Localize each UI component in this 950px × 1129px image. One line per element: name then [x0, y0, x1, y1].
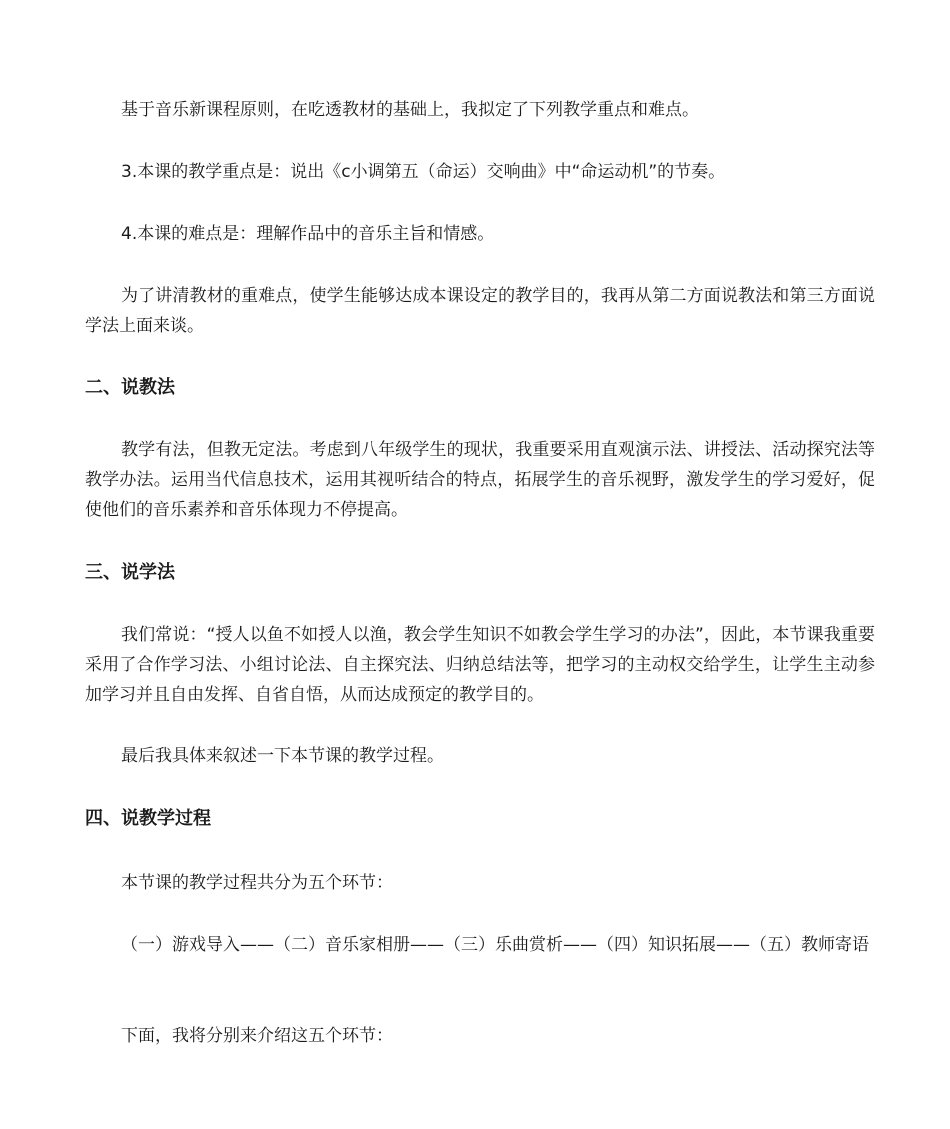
paragraph-difficult-point: 4.本课的难点是：理解作品中的音乐主旨和情感。 — [121, 224, 495, 244]
paragraph-five-stages-intro: 本节课的教学过程共分为五个环节： — [121, 873, 393, 893]
heading-teaching-method: 二、说教法 — [85, 377, 175, 398]
heading-learning-method: 三、说学法 — [85, 562, 175, 583]
paragraph-key-difficult-intro: 基于音乐新课程原则，在吃透教材的基础上，我拟定了下列教学重点和难点。 — [121, 100, 699, 120]
paragraph-stages-detail-intro: 下面，我将分别来介绍这五个环节： — [121, 1026, 393, 1046]
paragraph-transition: 为了讲清教材的重难点，使学生能够达成本课设定的教学目的，我再从第二方面说教法和第三方面说学法上面来谈。 — [85, 286, 875, 336]
paragraph-key-point: 3.本课的教学重点是：说出《c小调第五（命运）交响曲》中“命运动机”的节奏。 — [121, 162, 726, 182]
heading-teaching-process: 四、说教学过程 — [85, 808, 211, 829]
paragraph-process-intro: 最后我具体来叙述一下本节课的教学过程。 — [121, 746, 444, 766]
paragraph-teaching-method: 教学有法，但教无定法。考虑到八年级学生的现状，我重要采用直观演示法、讲授法、活动探究法等教学办法。运用当代信息技术，运用其视听结合的特点，拓展学生的音乐视野，激发学生的学习爱好，促使他们的音乐素养和音乐体现力不停提高。 — [85, 440, 875, 520]
paragraph-five-stages-list: （一）游戏导入——（二）音乐家相册——（三）乐曲赏析——（四）知识拓展——（五）教师寄语 — [121, 935, 869, 955]
paragraph-learning-method: 我们常说：“授人以鱼不如授人以渔，教会学生知识不如教会学生学习的办法”，因此，本节课我重要采用了合作学习法、小组讨论法、自主探究法、归纳总结法等，把学习的主动权交给学生，让学生主动参加学习并且自由发挥、自省自悟，从而达成预定的教学目的。 — [85, 625, 875, 705]
